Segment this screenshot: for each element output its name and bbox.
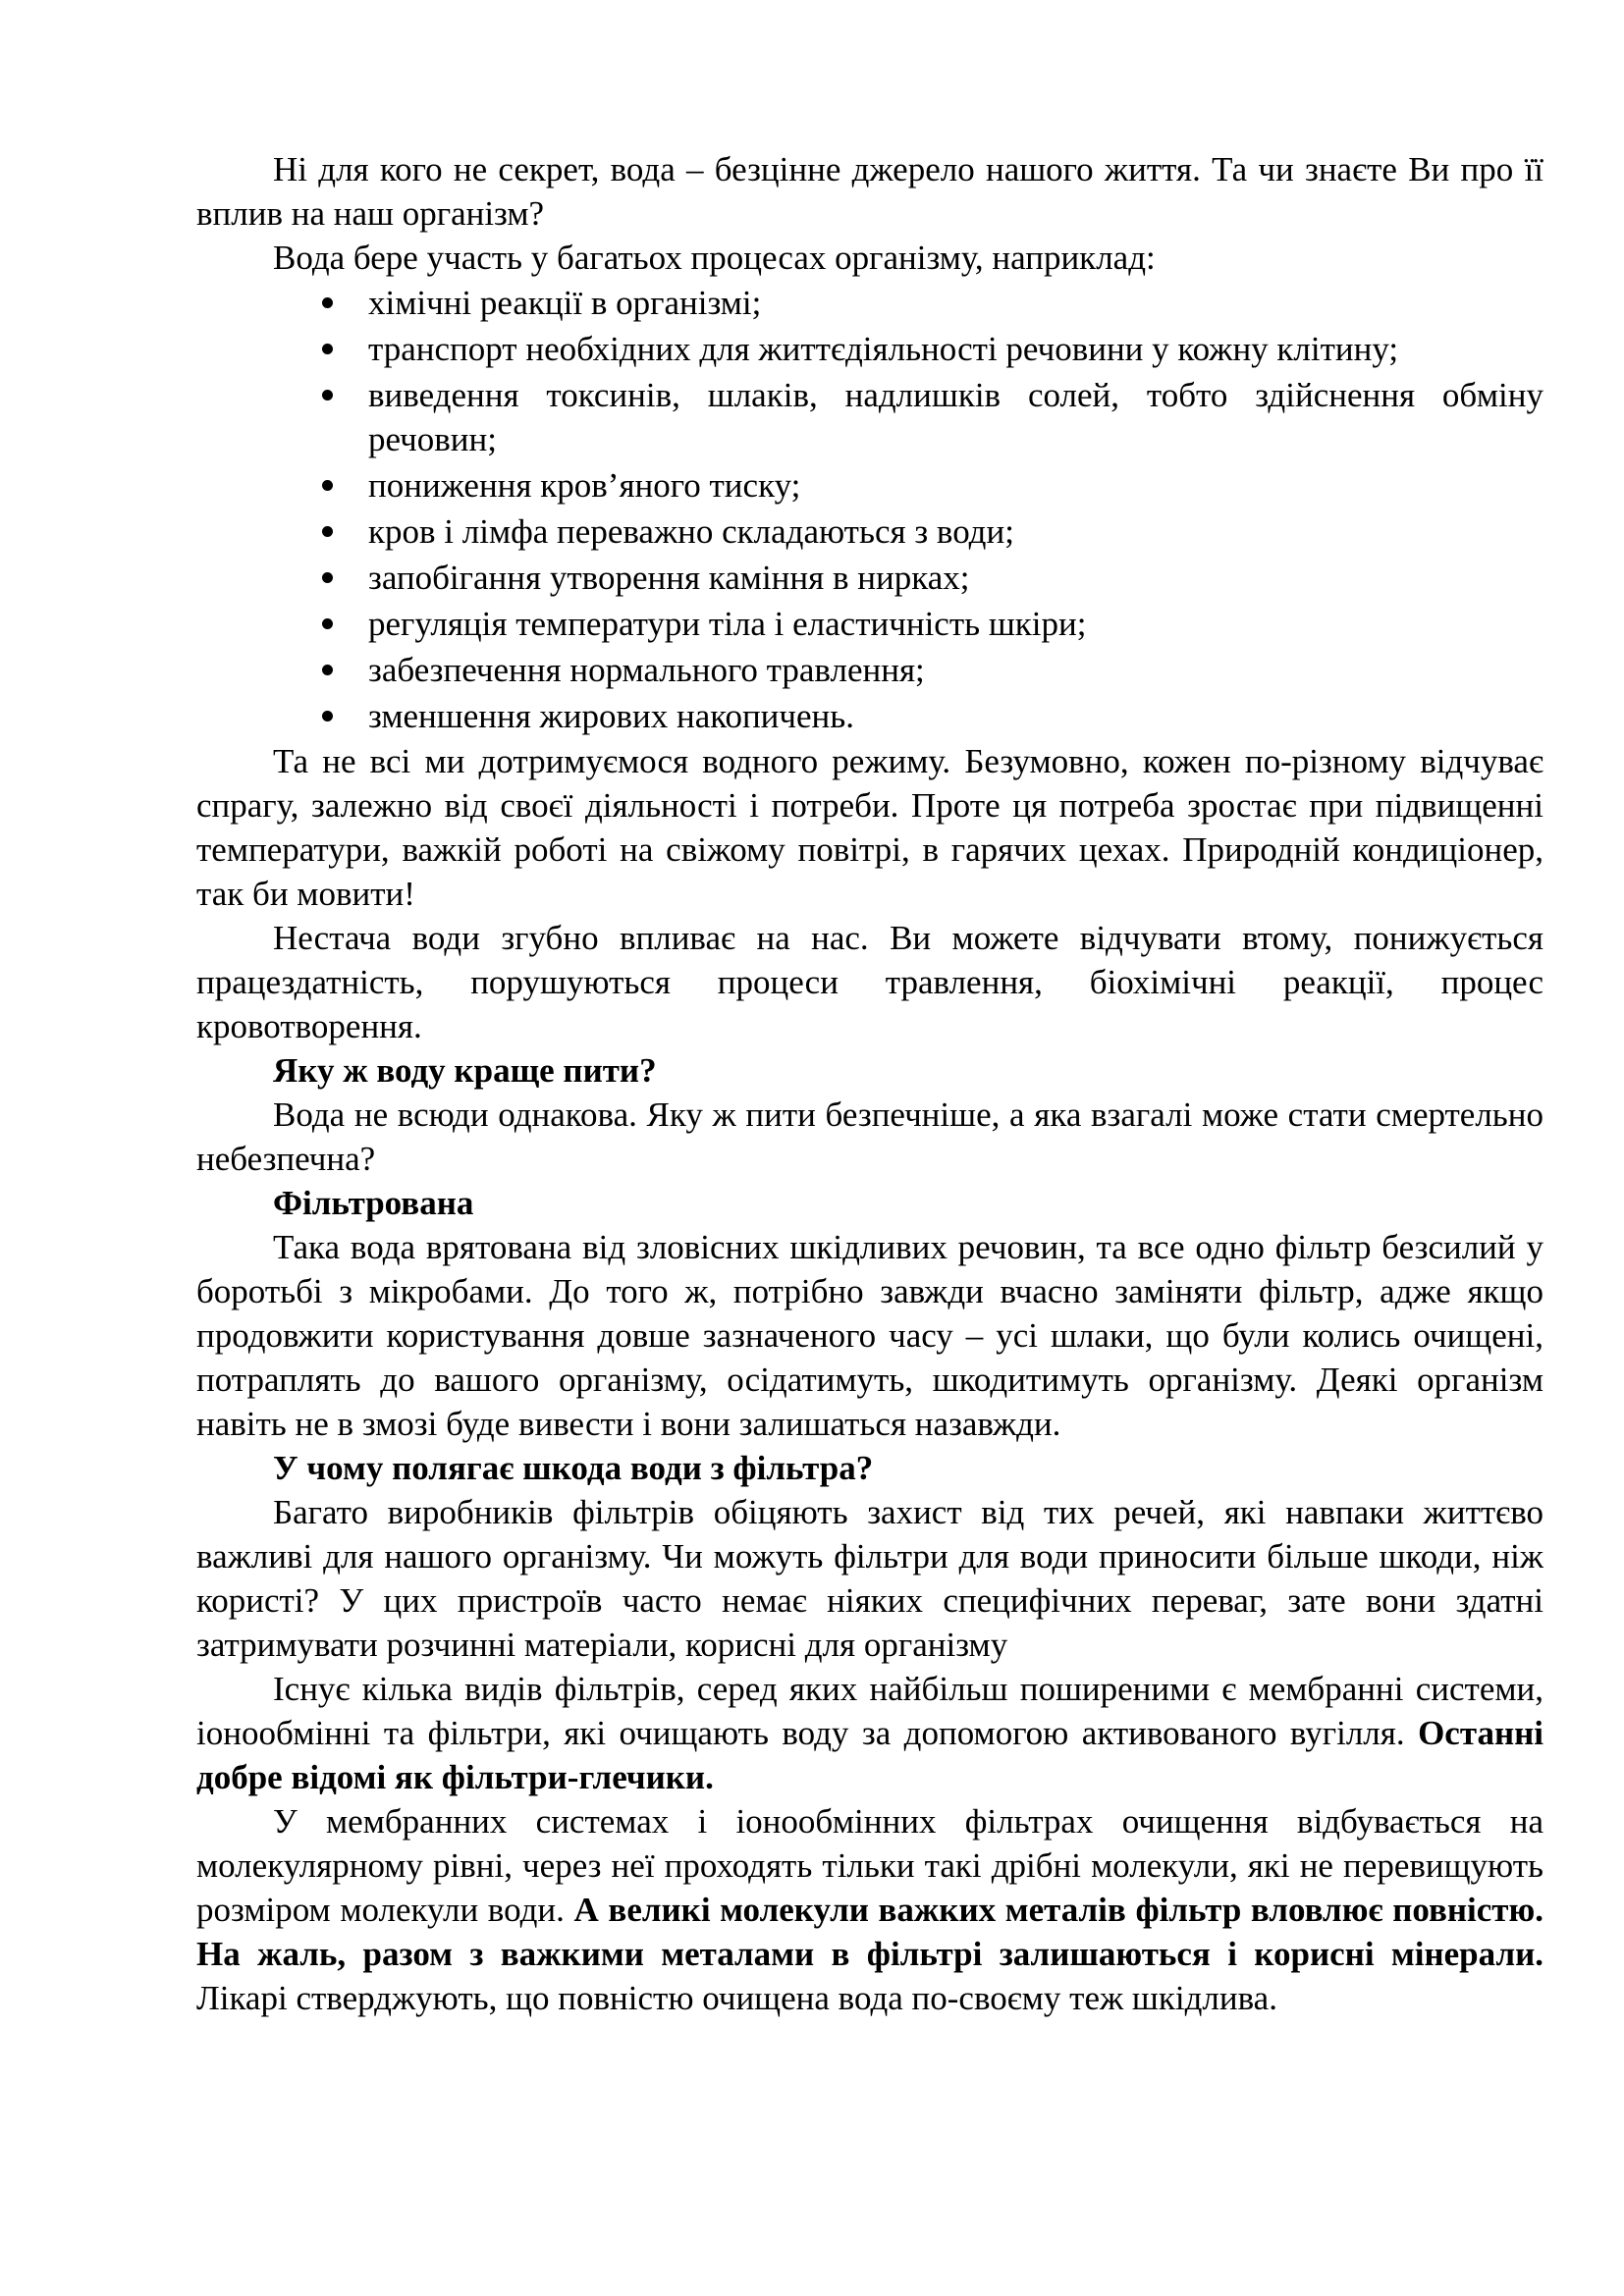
membrane-text-b: Лікарі стверджують, що повністю очищена вода по-своєму теж шкідлива. [196,1979,1277,2017]
kinds-paragraph [196,1667,1543,1799]
bullet-icon [322,665,333,675]
heading-best-water: Яку ж воду краще пити? [273,1051,657,1090]
bullet-icon [322,297,333,308]
heading-filter-harm: У чому полягає шкода води з фільтра? [273,1449,874,1487]
list-item: запобігання утворення каміння в нирках; [368,555,1543,601]
bullet-icon [322,572,333,583]
bullet-icon [322,344,333,354]
list-item: забезпечення нормального травлення; [368,647,1543,693]
membrane-paragraph [196,1799,1543,2020]
processes-list [196,280,1543,739]
bullet-icon [322,526,333,537]
list-item: хімічні реакції в організмі; [368,280,1543,326]
kinds-bold-text: Останні добре відомі як фільтри-глечики. [196,1714,1544,1796]
bullet-icon [322,390,333,400]
bullet-icon [322,618,333,629]
kinds-text: Існує кілька видів фільтрів, серед яких найбільш поширеними є мембранні системи, іонообмінні та фільтри, які очищають воду за допомогою активованого вугілля. [196,1670,1543,1752]
list-item: кров і лімфа переважно складаються з води; [368,508,1543,555]
list-item: регуляція температури тіла і еластичність шкіри; [368,601,1543,647]
filtered-paragraph: Така вода врятована від зловісних шкідливих речовин, та все одно фільтр безсилий у боротьбі з мікробами. До того ж, потрібно завжди вчасно заміняти фільтр, адже якщо продовжити користування довше зазначеного часу – усі шлаки, що були колись очищені, потраплять до вашого організму, осідатимуть, шкодитимуть організму. Деякі організм навіть не в змозі буде вивести і вони залишаться назавжди. [196,1228,1543,1443]
heading-filtered: Фільтрована [273,1184,474,1222]
lack-paragraph: Нестача води згубно впливає на нас. Ви можете відчувати втому, понижується працездатність, порушуються процеси травлення, біохімічні реакції, процес кровотворення. [196,919,1543,1045]
intro-paragraph: Ні для кого не секрет, вода – безцінне джерело нашого життя. Та чи знаєте Ви про її вплив на наш організм? [196,150,1543,233]
bullet-icon [322,711,333,721]
list-item: транспорт необхідних для життєдіяльності речовини у кожну клітину; [368,326,1543,372]
list-item: виведення токсинів, шлаків, надлишків солей, тобто здійснення обміну речовин; [368,372,1543,462]
membrane-text-a: У мембранних системах і іонообмінних фільтрах очищення відбувається на молекулярному рівні, через неї проходять тільки такі дрібні молекули, які не перевищують розміром молекули води. [196,1802,1543,1929]
regime-paragraph: Та не всі ми дотримуємося водного режиму. Безумовно, кожен по-різному відчуває спрагу, залежно від своєї діяльності і потреби. Проте ця потреба зростає при підвищенні температури, важкій роботі на свіжому повітрі, в гарячих цехах. Природній кондиціонер, так би мовити! [196,742,1543,913]
bullet-icon [322,480,333,491]
list-item: пониження кров’яного тиску; [368,462,1543,508]
not-same-paragraph: Вода не всюди однакова. Яку ж пити безпечніше, а яка взагалі може стати смертельно небезпечна? [196,1095,1543,1178]
harm-paragraph: Багато виробників фільтрів обіцяють захист від тих речей, які навпаки життєво важливі для нашого організму. Чи можуть фільтри для води приносити більше шкоди, ніж користі? У цих пристроїв часто немає ніяких специфічних переваг, зате вони здатні затримувати розчинні матеріали, корисні для організму [196,1493,1543,1664]
document-page [196,147,1543,2020]
membrane-bold-text: А великі молекули важких металів фільтр вловлює повністю. На жаль, разом з важкими металами в фільтрі залишаються і корисні мінерали. [196,1891,1544,1973]
intro-list-lead: Вода бере участь у багатьох процесах організму, наприклад: [273,239,1156,277]
list-item: зменшення жирових накопичень. [368,693,1543,739]
